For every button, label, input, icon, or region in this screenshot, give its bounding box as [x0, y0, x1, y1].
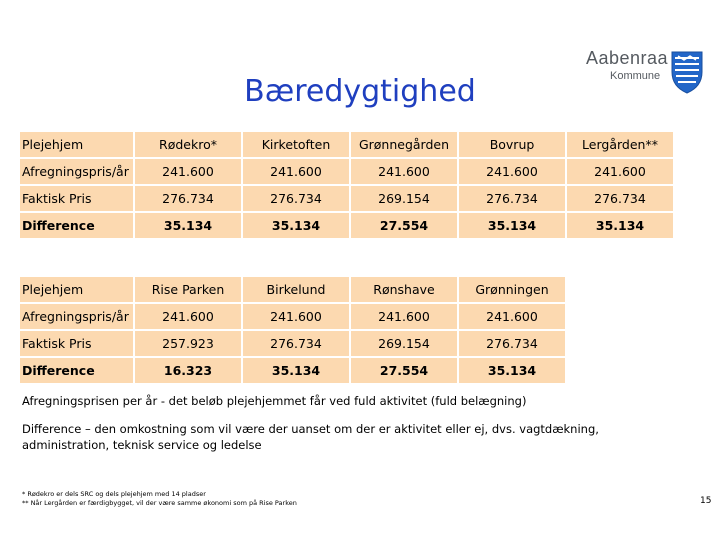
table-cell: 35.134	[458, 212, 566, 239]
footnote-1: * Rødekro er dels SRC og dels plejehjem med 14 pladser	[22, 490, 206, 498]
row-label: Afregningspris/år	[19, 303, 134, 330]
footnote-2: ** Når Lergården er færdigbygget, vil der være samme økonomi som på Rise Parken	[22, 499, 297, 507]
table-row	[19, 185, 674, 212]
municipality-logo	[586, 46, 716, 98]
table-cell: 257.923	[134, 330, 242, 357]
cost-table-1	[18, 130, 675, 240]
logo-name-line2: Kommune	[610, 70, 661, 82]
header-cell: Bovrup	[458, 131, 566, 158]
table-cell: 276.734	[458, 185, 566, 212]
table-cell: 241.600	[242, 303, 350, 330]
row-label: Difference	[19, 357, 134, 384]
table-cell: 276.734	[134, 185, 242, 212]
table-cell: 269.154	[350, 330, 458, 357]
table-cell: 241.600	[458, 158, 566, 185]
table-cell: 241.600	[566, 158, 674, 185]
table-cell: 241.600	[134, 158, 242, 185]
table-row-difference	[19, 357, 566, 384]
coat-of-arms-icon	[670, 50, 704, 94]
table-row	[19, 330, 566, 357]
table-cell: 241.600	[350, 303, 458, 330]
table-cell: 276.734	[458, 330, 566, 357]
table-row-difference	[19, 212, 674, 239]
table-cell: 276.734	[566, 185, 674, 212]
header-cell: Rødekro*	[134, 131, 242, 158]
table-cell: 269.154	[350, 185, 458, 212]
table-header-row	[19, 276, 566, 303]
header-cell: Grønningen	[458, 276, 566, 303]
table-row	[19, 303, 566, 330]
table-header-row	[19, 131, 674, 158]
table-cell: 35.134	[566, 212, 674, 239]
table-cell: 241.600	[134, 303, 242, 330]
table-cell: 276.734	[242, 185, 350, 212]
header-cell: Rise Parken	[134, 276, 242, 303]
note-difference: Difference – den omkostning som vil være der uanset om der er aktivitet eller ej, dvs. vagtdækning, administration, teknisk service og ledelse	[22, 422, 599, 452]
header-cell: Birkelund	[242, 276, 350, 303]
row-label: Faktisk Pris	[19, 185, 134, 212]
table-cell: 241.600	[458, 303, 566, 330]
header-cell: Lergården**	[566, 131, 674, 158]
header-cell: Grønnegården	[350, 131, 458, 158]
table-cell: 241.600	[242, 158, 350, 185]
table-cell: 27.554	[350, 357, 458, 384]
table-cell: 35.134	[134, 212, 242, 239]
table-cell: 35.134	[242, 212, 350, 239]
row-label: Difference	[19, 212, 134, 239]
note-afregningspris: Afregningsprisen per år - det beløb plejehjemmet får ved fuld aktivitet (fuld belægning)	[22, 394, 527, 408]
table-cell: 276.734	[242, 330, 350, 357]
table-cell: 35.134	[242, 357, 350, 384]
cost-table-2	[18, 275, 567, 385]
table-row	[19, 158, 674, 185]
table-cell: 27.554	[350, 212, 458, 239]
header-cell: Plejehjem	[19, 131, 134, 158]
header-cell: Rønshave	[350, 276, 458, 303]
table-cell: 35.134	[458, 357, 566, 384]
page-number: 15	[700, 496, 712, 506]
logo-name-line1: Aabenraa	[586, 48, 669, 68]
row-label: Afregningspris/år	[19, 158, 134, 185]
header-cell: Kirketoften	[242, 131, 350, 158]
page-title: Bæredygtighed	[244, 74, 476, 109]
header-cell: Plejehjem	[19, 276, 134, 303]
row-label: Faktisk Pris	[19, 330, 134, 357]
table-cell: 241.600	[350, 158, 458, 185]
table-cell: 16.323	[134, 357, 242, 384]
